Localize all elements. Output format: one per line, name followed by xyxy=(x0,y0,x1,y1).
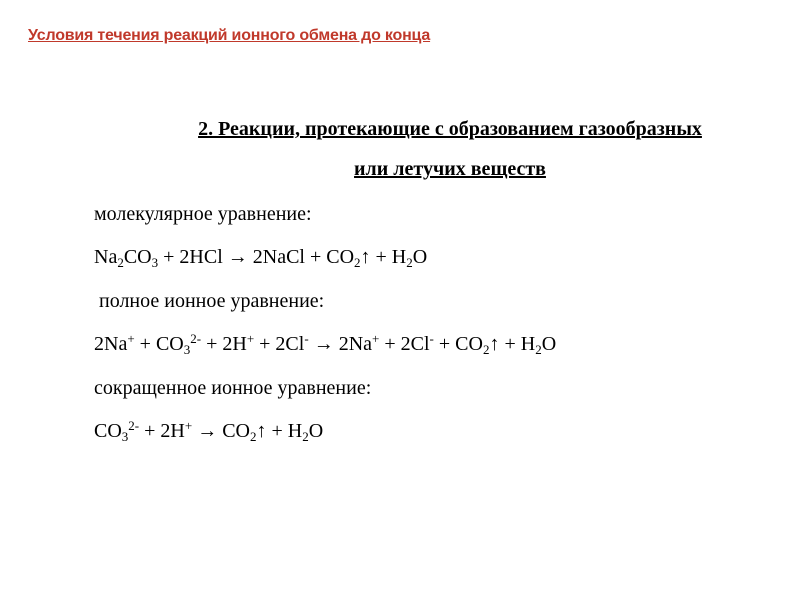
formula-supscript: + xyxy=(246,331,255,346)
full-ionic-equation xyxy=(94,333,556,356)
molecular-equation xyxy=(94,246,427,269)
formula-text: + 2Cl xyxy=(379,333,430,355)
formula-supscript: 2- xyxy=(190,331,202,346)
formula-text: → CO xyxy=(192,420,251,442)
formula-subscript: 3 xyxy=(121,429,129,444)
formula-text: + 2H xyxy=(201,333,247,355)
full-ionic-equation-label: полное ионное уравнение: xyxy=(94,290,325,312)
formula-supscript: + xyxy=(184,418,193,433)
formula-text: → 2Na xyxy=(308,333,373,355)
formula-supscript: + xyxy=(372,331,380,346)
formula-subscript: 2 xyxy=(535,342,542,357)
formula-text: + CO xyxy=(433,333,483,355)
formula-subscript: 2 xyxy=(354,255,361,270)
short-ionic-equation-label: сокращенное ионное уравнение: xyxy=(94,377,372,399)
formula-subscript: 2 xyxy=(406,255,413,270)
formula-text: + 2H xyxy=(139,420,185,442)
formula-text: Na xyxy=(94,246,118,268)
formula-subscript: 2 xyxy=(117,255,124,270)
formula-text: CO xyxy=(123,246,152,268)
formula-supscript: - xyxy=(429,331,434,346)
formula-text: O xyxy=(412,246,428,268)
formula-text: 2Na xyxy=(94,333,128,355)
formula-text: CO xyxy=(94,420,122,442)
formula-text: ↑ + H xyxy=(256,420,303,442)
section-heading-line-1: 2. Реакции, протекающие с образованием газообразных xyxy=(198,118,702,140)
formula-subscript: 3 xyxy=(183,342,191,357)
formula-subscript: 2 xyxy=(302,429,309,444)
formula-text: + CO xyxy=(134,333,184,355)
formula-supscript: 2- xyxy=(128,418,140,433)
formula-text: O xyxy=(541,333,557,355)
formula-supscript: - xyxy=(304,331,309,346)
formula-subscript: 2 xyxy=(250,429,257,444)
section-heading-line-2: или летучих веществ xyxy=(354,158,546,180)
formula-subscript: 2 xyxy=(482,342,490,357)
formula-text: ↑ + H xyxy=(489,333,536,355)
formula-text: O xyxy=(308,420,324,442)
formula-text: + 2HCl → 2NaCl + CO xyxy=(158,246,355,268)
formula-supscript: + xyxy=(127,331,135,346)
slide-title: Условия течения реакций ионного обмена до конца xyxy=(28,27,431,44)
formula-text: ↑ + H xyxy=(360,246,407,268)
molecular-equation-label: молекулярное уравнение: xyxy=(94,203,312,225)
formula-subscript: 3 xyxy=(151,255,159,270)
short-ionic-equation xyxy=(94,420,323,443)
formula-text: + 2Cl xyxy=(254,333,305,355)
